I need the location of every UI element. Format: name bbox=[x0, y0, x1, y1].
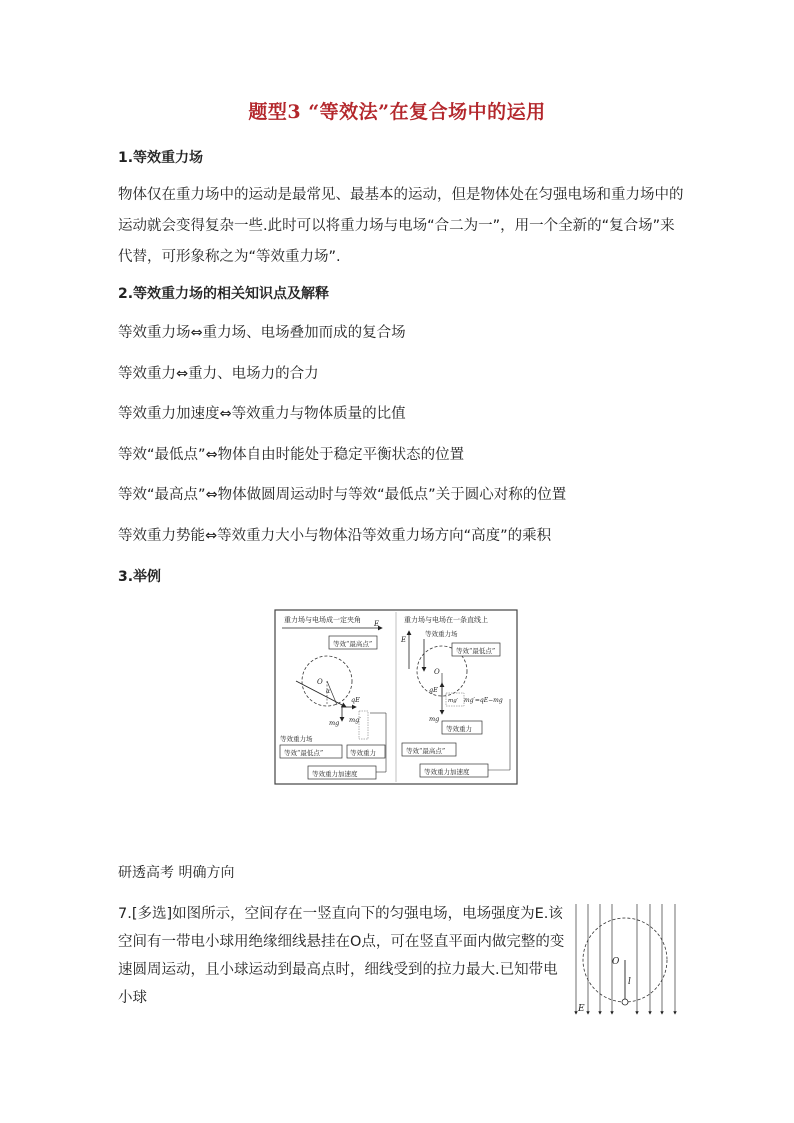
left-high-label: 等效“最高点” bbox=[333, 640, 373, 648]
e-field-label: E bbox=[578, 1004, 585, 1014]
mgp-label: mg′ bbox=[349, 716, 361, 724]
alpha-label: α bbox=[326, 688, 331, 695]
section-heading-2: 2.等效重力场的相关知识点及解释 bbox=[118, 286, 330, 302]
knowledge-line: 等效重力加速度⇔等效重力与物体质量的比值 bbox=[118, 406, 406, 422]
section-1-body: 物体仅在重力场中的运动是最常见、最基本的运动，但是物体处在匀强电场和重力场中的运动就会变得复杂一些.此时可以将重力场与电场“合二为一”，用一个全新的“复合场”来代替，可形象称之为“等效重力场”. bbox=[118, 187, 684, 265]
e-label: E bbox=[374, 620, 380, 628]
l-label: l bbox=[628, 977, 631, 987]
page-title: 题型3 “等效法”在复合场中的运用 bbox=[248, 101, 546, 123]
knowledge-line: 等效“最高点”⇔物体做圆周运动时与等效“最低点”关于圆心对称的位置 bbox=[118, 487, 567, 503]
left-low-label: 等效“最低点” bbox=[284, 749, 324, 757]
mgp-equation: mg′=qE−mg bbox=[464, 697, 503, 704]
right-gravity-label: 等效重力 bbox=[446, 725, 472, 733]
right-low-label: 等效“最低点” bbox=[456, 647, 496, 655]
charged-ball bbox=[622, 999, 628, 1005]
section-heading-3: 3.举例 bbox=[118, 569, 162, 585]
right-panel-caption: 重力场与电场在一条直线上 bbox=[404, 616, 488, 624]
mgp-label-right: mg′ bbox=[448, 698, 458, 704]
right-field-label: 等效重力场 bbox=[425, 630, 458, 638]
qe-label-right: qE bbox=[429, 686, 438, 694]
knowledge-line: 等效重力⇔重力、电场力的合力 bbox=[118, 366, 319, 382]
question-7-text: 7.[多选]如图所示，空间存在一竖直向下的匀强电场，电场强度为E.该空间有一带电小球用绝缘细线悬挂在O点，可在竖直平面内做完整的变速圆周运动，且小球运动到最高点时，细线受到的拉力最大.已知带电小球 bbox=[118, 906, 565, 1006]
equivalent-gravity-figure bbox=[274, 609, 518, 785]
left-gravity-label: 等效重力 bbox=[350, 749, 376, 757]
o-point-label: O bbox=[612, 957, 620, 967]
knowledge-line: 等效重力场⇔重力场、电场叠加而成的复合场 bbox=[118, 325, 406, 341]
mg-label-right: mg bbox=[429, 715, 440, 723]
qe-label: qE bbox=[351, 696, 360, 704]
right-high-label: 等效“最高点” bbox=[406, 747, 446, 755]
question-7-figure bbox=[572, 902, 680, 1018]
knowledge-line: 等效“最低点”⇔物体自由时能处于稳定平衡状态的位置 bbox=[118, 447, 465, 463]
section-label: 研透高考 明确方向 bbox=[118, 865, 235, 881]
mg-label: mg bbox=[329, 719, 340, 727]
o-label: O bbox=[317, 678, 323, 686]
knowledge-line: 等效重力势能⇔等效重力大小与物体沿等效重力场方向“高度”的乘积 bbox=[118, 528, 552, 544]
section-heading-1: 1.等效重力场 bbox=[118, 150, 204, 166]
left-panel-caption: 重力场与电场成一定夹角 bbox=[284, 616, 361, 624]
left-field-label: 等效重力场 bbox=[280, 735, 313, 743]
e-label-right: E bbox=[401, 636, 407, 644]
right-accel-label: 等效重力加速度 bbox=[424, 768, 470, 776]
o-label-right: O bbox=[434, 668, 440, 676]
left-accel-label: 等效重力加速度 bbox=[312, 770, 358, 778]
